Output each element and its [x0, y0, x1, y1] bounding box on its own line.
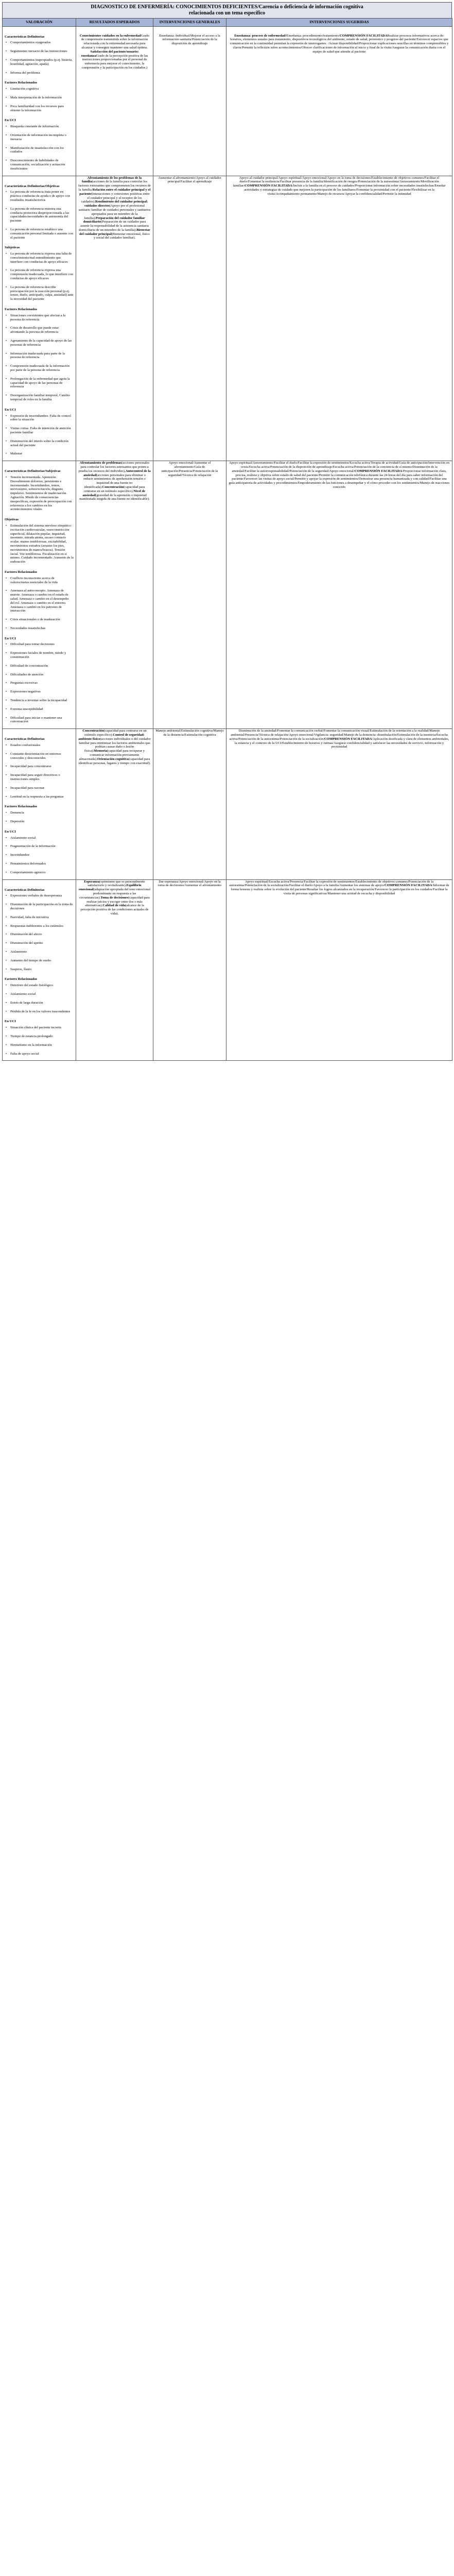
- intervention-description: Apoyo espiritual/Asesoramiento/Facilitar el duelo/Facilitar la expresión de sentimientos/Escucha activa/Terapia de actividad/Guía de anticipación/Intervención en crisis/Escucha activa/Potenciación de la disposición de aprendizaje/Escucha activa/Potenciación de la conciencia de sí mismo/Disminución de la ansiedad/Facilitar la autorresponsabilidad/Potenciación de la seguridad/Apoyo emocional/: [229, 461, 450, 473]
- result-description: (gravedad de la aprensión o inquietud manifestada surgida de una fuente no identificable).: [79, 493, 150, 501]
- list-item: • Estimulación del sistema nervioso simpático: excitación cardiovascular, vasoconstricción superficial, dilatación pupilar, inquietud, insomnio, mirada atenta, escaso contacto ocular, manos temblorosas, excitabilidad, movimientos extraños (arrastre los pies, movimientos de manos/brazos). Tensión facial. Voz temblorosa. Focalización en sí mismo. Cuidado incrementado. Aumento de la sudoración: [5, 524, 74, 564]
- result-description: (capacidad para identificar personas, lugares y tiempo con exactitud).: [78, 757, 151, 765]
- list-item: • Depresión: [5, 820, 74, 824]
- suggested-interventions-text: [229, 729, 450, 749]
- list-item: • Situación clínica del paciente incierta: [5, 1026, 74, 1030]
- general-interventions-text: Aumentar el afrontamiento/Apoyo al cuidador principal/Facilitar el aprendizaje: [158, 176, 221, 184]
- section-heading: Características Definitorias: [5, 35, 45, 39]
- intervention-title: Enseñanza: proceso de enfermedad: [234, 33, 286, 38]
- expected-results-text: [78, 880, 151, 916]
- result-description: Grado de comprensión transmitida sobre la información relacionada con la enfermedad necesaria para alcanzar y conseguir mantener una salud óptima.: [81, 33, 150, 49]
- result-description: (alcance de la percepción positiva de las condiciones actuales de vida).: [80, 904, 149, 916]
- list-item: • Desconocimiento de habilidades de comunicación, socialización y actuación insuficientes: [5, 159, 74, 171]
- general-interventions-text: Enseñanza: Individual/Mejorar el acceso a la información sanitaria/Potenciación de la disposición de aprendizaje: [159, 33, 220, 46]
- section-heading: En UCI: [5, 1020, 16, 1024]
- valoracion-cell: [3, 176, 76, 461]
- list-item: • Incertidumbre: [5, 853, 74, 857]
- resultados-cell: [76, 729, 153, 879]
- list-item: • Aislamiento: [5, 950, 74, 954]
- intervention-title: COMPRENSIÓN FACILITADA: [384, 884, 432, 888]
- criteria-list: [5, 642, 74, 724]
- result-title: Calidad de vida: [102, 904, 126, 908]
- list-item: • Expresiones verbales de desesperanza: [5, 894, 74, 898]
- section-heading: Características Definitorias: [5, 888, 45, 892]
- intervention-description: Apoyo espiritual/Escucha activa/Presencia/Facilitar la expresión de sentimientos/Establecimiento de objetivos comunes/Potenciación de la autoestima/Potenciación de la socialización/Facilitar el duelo/Apoyo a la familia/Aumentar los sistemas de apoyo/: [229, 879, 434, 888]
- intervenciones-sugeridas-cell: [226, 461, 452, 729]
- document-page: [2, 2, 452, 1061]
- section-heading: Características Definitorias/Subjetivas: [5, 469, 61, 473]
- criteria-list: [5, 811, 74, 824]
- suggested-interventions-text: [229, 176, 450, 196]
- result-title: Relación entre el cuidador principal y el paciente: [79, 188, 151, 196]
- criteria-list: [5, 190, 74, 240]
- list-item: • Disminución del interés sobre la condición actual del paciente: [5, 439, 74, 448]
- list-item: • Pérdida de la fe en los valores trascendentes: [5, 1010, 74, 1014]
- result-title: Equilibrio emocional: [78, 884, 142, 892]
- criteria-list: [5, 743, 74, 799]
- result-description: (capacidad para realizar juicios y escoger entre dos o más alternativas).: [85, 895, 150, 908]
- valoracion-cell: [3, 879, 76, 1061]
- result-title: Satisfacción del paciente/usuario: enseñanza: [81, 49, 139, 58]
- list-item: • Suspiros, llanto: [5, 968, 74, 972]
- list-item: • Malestar: [5, 452, 74, 456]
- resultados-cell: [76, 26, 153, 176]
- result-title: Esperanza: [84, 879, 99, 884]
- criteria-list: [5, 314, 74, 402]
- list-item: • Comportamientos inapropiados (p.ej. histeria, hostilidad, agitación, apatía): [5, 58, 74, 66]
- result-title: Nivel de ansiedad: [82, 489, 146, 497]
- result-description: (Bienestar emocional, físico y social del cuidador familiar).: [93, 232, 150, 240]
- section-heading: Objetivas: [5, 518, 19, 522]
- suggested-interventions-text: [229, 34, 450, 54]
- document-title: [2, 2, 452, 18]
- expected-results-text: [78, 176, 151, 241]
- list-item: • Incapacidad para razonar: [5, 786, 74, 790]
- intervenciones-generales-cell: [153, 729, 226, 879]
- expected-results-text: [78, 729, 151, 765]
- list-item: • Necesidades insatisfechas: [5, 626, 74, 631]
- result-title: Concentración: [82, 729, 104, 733]
- list-item: • Hermetismo en la información: [5, 1043, 74, 1047]
- list-item: • Visitas cortas. Falta de intención de atención paciente familiar: [5, 427, 74, 435]
- list-item: • Dificultad para iniciar o mantener una conversación: [5, 716, 74, 724]
- list-item: • Extrema susceptibilidad: [5, 707, 74, 711]
- care-plan-table: [2, 18, 452, 1061]
- list-item: • Información inadecuada para parte de la persona de referencia: [5, 352, 74, 360]
- criteria-list: [5, 41, 74, 75]
- list-item: • Búsqueda constante de información: [5, 125, 74, 129]
- intervention-description: /Enseñanza: procedimiento/tratamiento/: [285, 33, 340, 38]
- intervenciones-sugeridas-cell: [226, 729, 452, 879]
- list-item: • Comprensión inadecuada de la información por parte de la persona de referencia: [5, 364, 74, 372]
- table-row: [3, 461, 452, 729]
- list-item: • Disminución del afecto: [5, 933, 74, 937]
- intervention-description: /Aplicación dosificada y clara de elementos ambientales, la estancia y el contexto de la UCI/Establecimiento de horarios y rutinas/Asegurar confidencialidad y satisfacer las necesidades de servicio, información y proximidad: [234, 737, 449, 749]
- section-heading: Factores Relacionados: [5, 81, 38, 85]
- general-interventions-text: Apoyo emocional/Aumentar el afrontamiento/Guía de anticipación/Presencia/Potenciación de la seguridad/Técnica de relajación: [161, 461, 218, 477]
- intervenciones-generales-cell: [153, 461, 226, 729]
- list-item: • La persona de referencia establece una comunicación personal limitada o ausente con el paciente: [5, 228, 74, 240]
- intervenciones-generales-cell: [153, 26, 226, 176]
- intervenciones-sugeridas-cell: [226, 26, 452, 176]
- list-item: • La persona de referencia trata poner en práctica conductas de ayuda o de apoyo con resultados insatisfactorios: [5, 190, 74, 202]
- result-title: Toma de decisiones: [100, 895, 129, 900]
- intervenciones-generales-cell: [153, 176, 226, 461]
- criteria-list: [5, 125, 74, 171]
- list-item: • La persona de referencia muestra una conducta protectora desproporcionada a las capacidades/necesidades de autonomía del paciente: [5, 207, 74, 223]
- intervenciones-sugeridas-cell: [226, 879, 452, 1061]
- section-heading: En UCI: [5, 118, 16, 123]
- result-description: (interacciones y conexiones positivas entre el cuidador principal y el receptor de los cuidados).: [81, 192, 150, 204]
- list-item: • Comportamiento agresivo: [5, 871, 74, 875]
- criteria-list: [5, 87, 74, 112]
- header-resultados: RESULTADOS ESPERADOS: [76, 19, 153, 27]
- list-item: • Expresiones negativas: [5, 690, 74, 694]
- result-title: Orientación cognitiva: [97, 757, 129, 761]
- result-description: (Preparación de un cuidador para asumir la responsabilidad de la asistencia sanitaria domiciliaria de un miembro de la familia).: [79, 220, 149, 232]
- criteria-list: [5, 1026, 74, 1056]
- list-item: • Fragmentación de la información: [5, 844, 74, 849]
- list-item: • Informa del problema: [5, 71, 74, 75]
- result-description: (acciones personales para eliminar o reducir sentimientos de aprehensión tensión o inquietud de una fuente no identificada).: [83, 473, 146, 489]
- result-description: (optimismo que es personalmente satisfactorio y revitalizante).: [88, 879, 145, 888]
- intervention-title: COMPRENSIÓN FACILITADA: [324, 737, 372, 741]
- section-heading: Factores Relacionados: [5, 805, 38, 809]
- result-title: Conocimientos cuidados en la enfermedad: [79, 33, 141, 38]
- valoracion-cell: [3, 26, 76, 176]
- intervention-title: COMPRENSIÓN FACILITADA: [354, 469, 403, 473]
- table-row: [3, 879, 452, 1061]
- list-item: • Preguntas excesivas: [5, 681, 74, 685]
- list-item: • Manifestación de insatisfacción con los cuidados: [5, 146, 74, 155]
- table-row: [3, 176, 452, 461]
- list-item: • Lentitud en la respuesta a las preguntas: [5, 795, 74, 799]
- list-item: • Demencia: [5, 811, 74, 815]
- list-item: • Disminución del apetito: [5, 941, 74, 945]
- document-title-line-1: DIAGNOSTICO DE ENFERMERÍA: CONOCIMIENTOS DEFICIENTES/Carencia o deficiencia de información cognitiva: [91, 4, 363, 10]
- intervention-description: Realizar procesos informativos acerca de: horarios, elementos usuales para tratamiento, dispositivos tecnológicos del ambiente, estado de salud, pronóstico y progreso del paciente/Favorecer espacios que comunicación en la continuidad permitan la expresión de interrogantes. /Actuar disponibilidad/Proporcionar explicaciones sencillas en términos comprensibles y claros/Permitir la reflexión sobre acontecimientos/Ofrecer clarificaciones de información al inicio y final de la visita/Asegurar la comunicación diaria con el equipo de salud que atiende al paciente: [230, 33, 449, 54]
- result-description: (capacidad para centrarse en un estímulo específico).: [83, 485, 145, 493]
- list-item: • Dificultad de concentración: [5, 664, 74, 668]
- criteria-list: [5, 836, 74, 875]
- list-item: • Limitación cognitiva: [5, 87, 74, 91]
- section-heading: En UCI: [5, 408, 16, 412]
- criteria-list: [5, 252, 74, 301]
- list-item: • Disminución de la participación en la toma de decisiones: [5, 903, 74, 911]
- table-row: [3, 729, 452, 879]
- list-item: • Poca familiaridad con los recursos para obtener la información: [5, 105, 74, 113]
- general-interventions-text: Dar esperanza/Apoyo emocional/Apoyo en la toma de decisiones/Aumentar el afrontamiento: [158, 879, 222, 888]
- expected-results-text: [78, 461, 151, 501]
- list-item: • Dificultades de atención: [5, 673, 74, 677]
- intervention-title: COMPRENSIÓN FACILITADA: [245, 184, 292, 188]
- result-description: Grado de la percepción positiva de las instrucciones proporcionadas por el personal de enfermería para mejorar el conocimiento, la comprensión y la participación en los cuidados.): [81, 54, 148, 70]
- resultados-cell: [76, 879, 153, 1061]
- result-title: Memoria: [94, 749, 108, 753]
- resultados-cell: [76, 461, 153, 729]
- list-item: • Pasividad, falta de iniciativa: [5, 916, 74, 920]
- list-item: • Tendencia a inventar sobre la incapacidad: [5, 699, 74, 703]
- valoracion-cell: [3, 461, 76, 729]
- general-interventions-text: Manejo ambiental/Estimulación cognitiva/Manejo de la demencia/Estimulación cognitiva: [155, 729, 224, 737]
- result-description: (acciones personales para controlar los factores estresantes que ponen a prueba los recursos del individuo).: [78, 461, 150, 473]
- document-title-line-2: relacionada con un tema específico: [188, 10, 266, 16]
- criteria-list: [5, 414, 74, 456]
- suggested-interventions-text: [229, 880, 450, 896]
- criteria-list: [5, 577, 74, 631]
- resultados-cell: [76, 176, 153, 461]
- result-description: (acciones de la familia para controlar los factores estresantes que comprometen los recursos de la familia.: [78, 180, 151, 192]
- list-item: • Aumento del tiempo de sueño: [5, 959, 74, 963]
- header-intervenciones-generales: INTERVENCIONES GENERALES: [153, 19, 226, 27]
- list-item: • Estrés de larga duración: [5, 1001, 74, 1005]
- result-title: Control de seguridad: ambiente físico: [78, 733, 145, 741]
- list-item: • La persona de referencia describe preocupación por la reacción personal (p.ej. temor, duelo, anticipado, culpa, ansiedad) ante la necesidad del paciente: [5, 285, 74, 301]
- list-item: • La persona de referencia expresa una comprensión inadecuada, lo que interfiere con conductas de apoyo eficaces: [5, 268, 74, 280]
- list-item: • Incapacidad para seguir directrices o instrucciones simples: [5, 773, 74, 782]
- suggested-interventions-text: [229, 461, 450, 489]
- list-item: • Tensión incrementada. Aprensión. Desvalimiento doloroso, persistente e incrementado. Incertidumbre, temor, nerviosismo, sobreexcitación, disgusto impulsivo. Sentimientos de inadecuación. Agitación. Miedo de consecuencias inespecíficas, expresión de preocupación con referencia a los cambios en los acontecimientos vitales: [5, 476, 74, 512]
- list-item: • Expresiones faciales de nombre, miedo y consternación: [5, 651, 74, 659]
- list-item: • Crisis de desarrollo que puede estar afrontando la persona de referencia: [5, 326, 74, 334]
- list-item: • Crisis situacionales o de maduración: [5, 618, 74, 622]
- list-item: • Tiempo de estancia prolongado: [5, 1035, 74, 1039]
- criteria-list: [5, 984, 74, 1013]
- valoracion-cell: [3, 729, 76, 879]
- intervention-description: Disminución de la ansiedad/Fomentar la comunicación verbal/Fomentar la comunicación visual/Estimulación de la orientación a la realidad/Manejo ambiental/Presencia/Técnica de relajación/Apoyo emocional/Vigilancia: seguridad/Manejo de la demencia: deambulación/Estimulación de la memoria/Escucha activa/Potenciación de la autoestima/Potenciación de la socialización/: [229, 729, 448, 741]
- list-item: • Estados confusionales: [5, 743, 74, 748]
- list-item: • Aislamiento social: [5, 992, 74, 996]
- section-heading: Subjetivas: [5, 246, 20, 250]
- intervenciones-sugeridas-cell: [226, 176, 452, 461]
- list-item: • Conflicto inconsciente acerca de valores/metas esenciales de la vida: [5, 577, 74, 585]
- list-item: • Mala interpretación de la información: [5, 96, 74, 100]
- intervention-description: /Informar de forma honesta y realista sobre la evolución del paciente/Resaltar los logros alcanzados en la recuperación/Favorecer la participación en los cuidados/Facilitar la visita de personas significativas/Mantener una actitud de escucha y disponibilidad: [231, 884, 449, 895]
- criteria-list: [5, 524, 74, 564]
- section-heading: Factores Relacionados: [5, 308, 38, 312]
- criteria-list: [5, 476, 74, 512]
- intervention-title: COMPRENSIÓN FACILITADA: [339, 33, 388, 38]
- list-item: • Desorganización familiar temporal, Cambio temporal de roles en la familia: [5, 394, 74, 402]
- criteria-list: [5, 894, 74, 971]
- table-row: [3, 26, 452, 176]
- section-heading: Características Definitorias: [5, 737, 45, 741]
- result-description: (capacidad para recuperar y comunicar información previamente almacenada).: [79, 749, 145, 761]
- result-description: (acciones individuales o del cuidador familiar para minimizar los factores ambientales que podrían causar daño o lesión física).: [79, 737, 151, 753]
- list-item: • Respuestas indiferentes a los estímulos: [5, 924, 74, 928]
- list-item: • Amenaza al autoconcepto. Amenaza de muerte. Amenaza o cambio en el estado de salud. Amenaza o cambio en el desempeño del rol. Amenaza o cambio en el entorno. Amenaza o cambio en los patrones de interacción: [5, 589, 74, 613]
- result-description: (Apoyo por el profesional sanitario familiar de cuidados personales y sanitarios apropiados para un miembro de la familia).: [78, 204, 151, 220]
- result-title: Concentración: [102, 485, 124, 489]
- list-item: • Agotamiento de la capacidad de apoyo de las personas de referencia: [5, 339, 74, 347]
- list-item: • Comportamientos exagerados: [5, 41, 74, 45]
- section-heading: Factores Relacionados: [5, 977, 38, 981]
- result-title: Rendimiento del cuidador principal: cuidados directos: [84, 200, 148, 208]
- result-title: Afrontamiento de los problemas de la familia: [81, 176, 142, 184]
- header-valoracion: VALORACIÓN: [3, 19, 76, 27]
- list-item: • Expresión de incertidumbre. Falta de control sobre la situación: [5, 414, 74, 422]
- list-item: • La persona de referencia expresa una falta de conocimiento/mal entendimiento que interfiere con conductas de apoyo eficaces: [5, 252, 74, 264]
- result-description: (capacidad para centrarse en un estímulo específico).: [84, 729, 147, 737]
- section-heading: Factores Relacionados: [5, 570, 38, 574]
- intervenciones-generales-cell: [153, 879, 226, 1061]
- list-item: • Deterioro del estado fisiológico: [5, 984, 74, 988]
- list-item: • Aislamiento social: [5, 836, 74, 840]
- list-item: • Prolongación de la enfermedad que agota la capacidad de apoyo de las personas de referencia: [5, 377, 74, 389]
- list-item: • Orientación de información incompleta o inexacta: [5, 133, 74, 142]
- section-heading: Características Definitorias/Objetivas: [5, 184, 60, 188]
- list-item: • Situaciones coexistentes que afectan a la persona de referencia: [5, 314, 74, 322]
- list-item: • Constante desorientación en entornos conocidos y desconocidos: [5, 752, 74, 760]
- list-item: • Pensamientos deformados: [5, 862, 74, 866]
- section-heading: En UCI: [5, 829, 16, 834]
- intervention-description: Apoyo al cuidador principal/Apoyo espiritual/Apoyo emocional/Apoyo en la toma de decisiones/Establecimiento de objetivos comunes/Facilitar el duelo/Fomentar la resiliencia/Facilitar presencia de la familia/Identificación de riesgos/Potenciación de la autoestima/Asesoramiento/Movilización familiar/: [233, 176, 440, 188]
- intervention-description: /Incluir a la familia en el proceso de cuidados/Proporcionar información sobre necesidades insatisfechas/Enseñar actividades y estrategias de cuidado que mejoren la participación de los familiares/Fomentar la proximidad con el paciente/Flexibilizar en la visita/Acompañamiento permanente/Manejo de recursos/Apoyar la confidencialidad/Permitir la intimidad: [244, 184, 446, 196]
- section-heading: En UCI: [5, 636, 16, 640]
- result-title: Bienestar del cuidador principal: [79, 228, 150, 236]
- list-item: • Incapacidad para concentrarse: [5, 765, 74, 769]
- result-title: Preparación del cuidador familiar domiciliario: [83, 216, 145, 224]
- header-intervenciones-sugeridas: INTERVENCIONES SUGERIDAS: [226, 19, 452, 27]
- list-item: • Seguimiento inexacto de las instrucciones: [5, 49, 74, 54]
- list-item: • Falta de apoyo social: [5, 1052, 74, 1056]
- result-title: Afrontamiento de problemas: [79, 461, 121, 465]
- result-description: (adaptación apropiada del tono emocional predominante en respuesta a las circunstancias).: [79, 888, 151, 900]
- result-title: Autocontrol de la ansiedad: [83, 469, 151, 477]
- table-header-row: [3, 19, 452, 27]
- expected-results-text: [78, 34, 151, 70]
- intervention-description: /Proporcionar información clara, precisa, realista y objetiva sobre estado de salud del paciente/Permitir la comunicación telefónica durante las 24 horas del día para saber información del paciente/Favorecer las visitas de apoyo social/Permitir y apoyar la expresión de sentimientos/Demostrar una presencia humanizada y con calidad/Facilitar una guía anticipatoria de actividades y procedimientos/Empoderamiento de las funciones a desempeñar y el cómo proceder con los sentimientos/Manejo de reacciones conocido: [229, 469, 450, 489]
- list-item: • Dificultad para tomar decisiones: [5, 642, 74, 647]
